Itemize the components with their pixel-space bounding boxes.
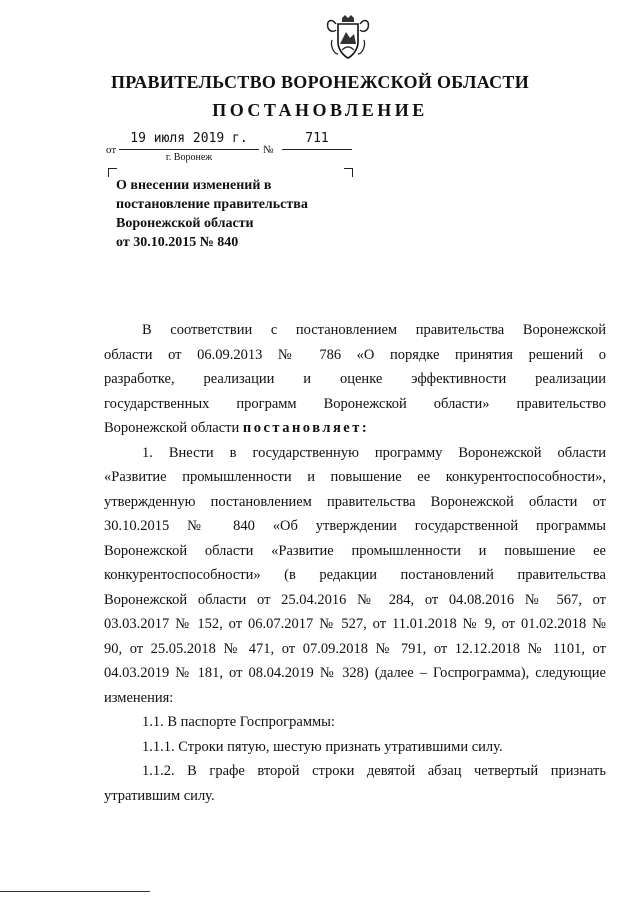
subject-line: постановление правительства (116, 197, 308, 212)
text-line: утратившим силу. (104, 787, 215, 804)
text-line: Воронежской области «Развитие промышленности и повышение ее (104, 542, 606, 559)
text-line: конкурентоспособности» (в редакции постановлений правительства (104, 567, 606, 583)
subject-line: Воронежской области (116, 216, 254, 231)
subject-line: от 30.10.2015 № 840 (116, 235, 239, 250)
text-line: 90, от 25.05.2018 № 471, от 07.09.2018 № 791, от 12.12.2018 № 1101, от (104, 640, 606, 657)
text-line: разработке, реализации и оценке эффективности реализации (104, 371, 606, 387)
footnote-separator (0, 891, 150, 892)
date-prefix: от (106, 144, 117, 156)
text-line: 1.1.1. Строки пятую, шестую признать утратившими силу. (142, 738, 503, 755)
text-line: изменения: (104, 689, 174, 706)
city-name: г. Воронеж (165, 152, 213, 163)
text-line: 30.10.2015 № 840 «Об утверждении государственной программы (104, 518, 606, 534)
text-line: 1.1. В паспорте Госпрограммы: (142, 714, 335, 730)
preamble-last-text: Воронежской области (104, 420, 243, 436)
text-line (104, 416, 606, 441)
preamble-paragraph (104, 318, 606, 441)
subject-line: О внесении изменений в (116, 178, 272, 193)
document-subject (116, 176, 346, 252)
document-number: 711 (305, 131, 329, 146)
item-1-1-1-paragraph (104, 735, 606, 760)
document-body (104, 318, 606, 808)
text-line: утвержденную постановлением правительства Воронежской области от (104, 493, 606, 510)
text-line: 04.03.2019 № 181, от 08.04.2019 № 328) (далее – Госпрограмма), следующие (104, 665, 606, 681)
text-line: «Развитие промышленности и повышение ее конкурентоспособности», (104, 469, 606, 485)
item-1-1-paragraph (104, 710, 606, 735)
organization-name: ПРАВИТЕЛЬСТВО ВОРОНЕЖСКОЙ ОБЛАСТИ (110, 72, 530, 92)
document-type: ПОСТАНОВЛЕНИЕ (212, 100, 428, 120)
number-prefix: № (263, 144, 274, 156)
document-date: 19 июля 2019 г. (130, 131, 248, 146)
resolution-keyword: постановляет: (242, 420, 370, 436)
number-underline (282, 149, 352, 150)
text-line: 1. Внести в государственную программу Воронежской области (142, 444, 606, 461)
text-line: 1.1.2. В графе второй строки девятой абзац четвертый признать (142, 763, 606, 779)
date-underline (119, 149, 259, 150)
text-line: Воронежской области от 25.04.2016 № 284, от 04.08.2016 № 567, от (104, 591, 606, 608)
text-line: области от 06.09.2013 № 786 «О порядке принятия решений о (104, 346, 606, 363)
coat-of-arms-emblem (324, 14, 372, 62)
text-line: В соответствии с постановлением правительства Воронежской (142, 322, 606, 338)
text-line: государственных программ Воронежской области» правительство (104, 395, 606, 412)
text-line: 03.03.2017 № 152, от 06.07.2017 № 527, от 11.01.2018 № 9, от 01.02.2018 № (104, 616, 606, 632)
item-1-paragraph (104, 441, 606, 711)
item-1-1-2-paragraph (104, 759, 606, 808)
